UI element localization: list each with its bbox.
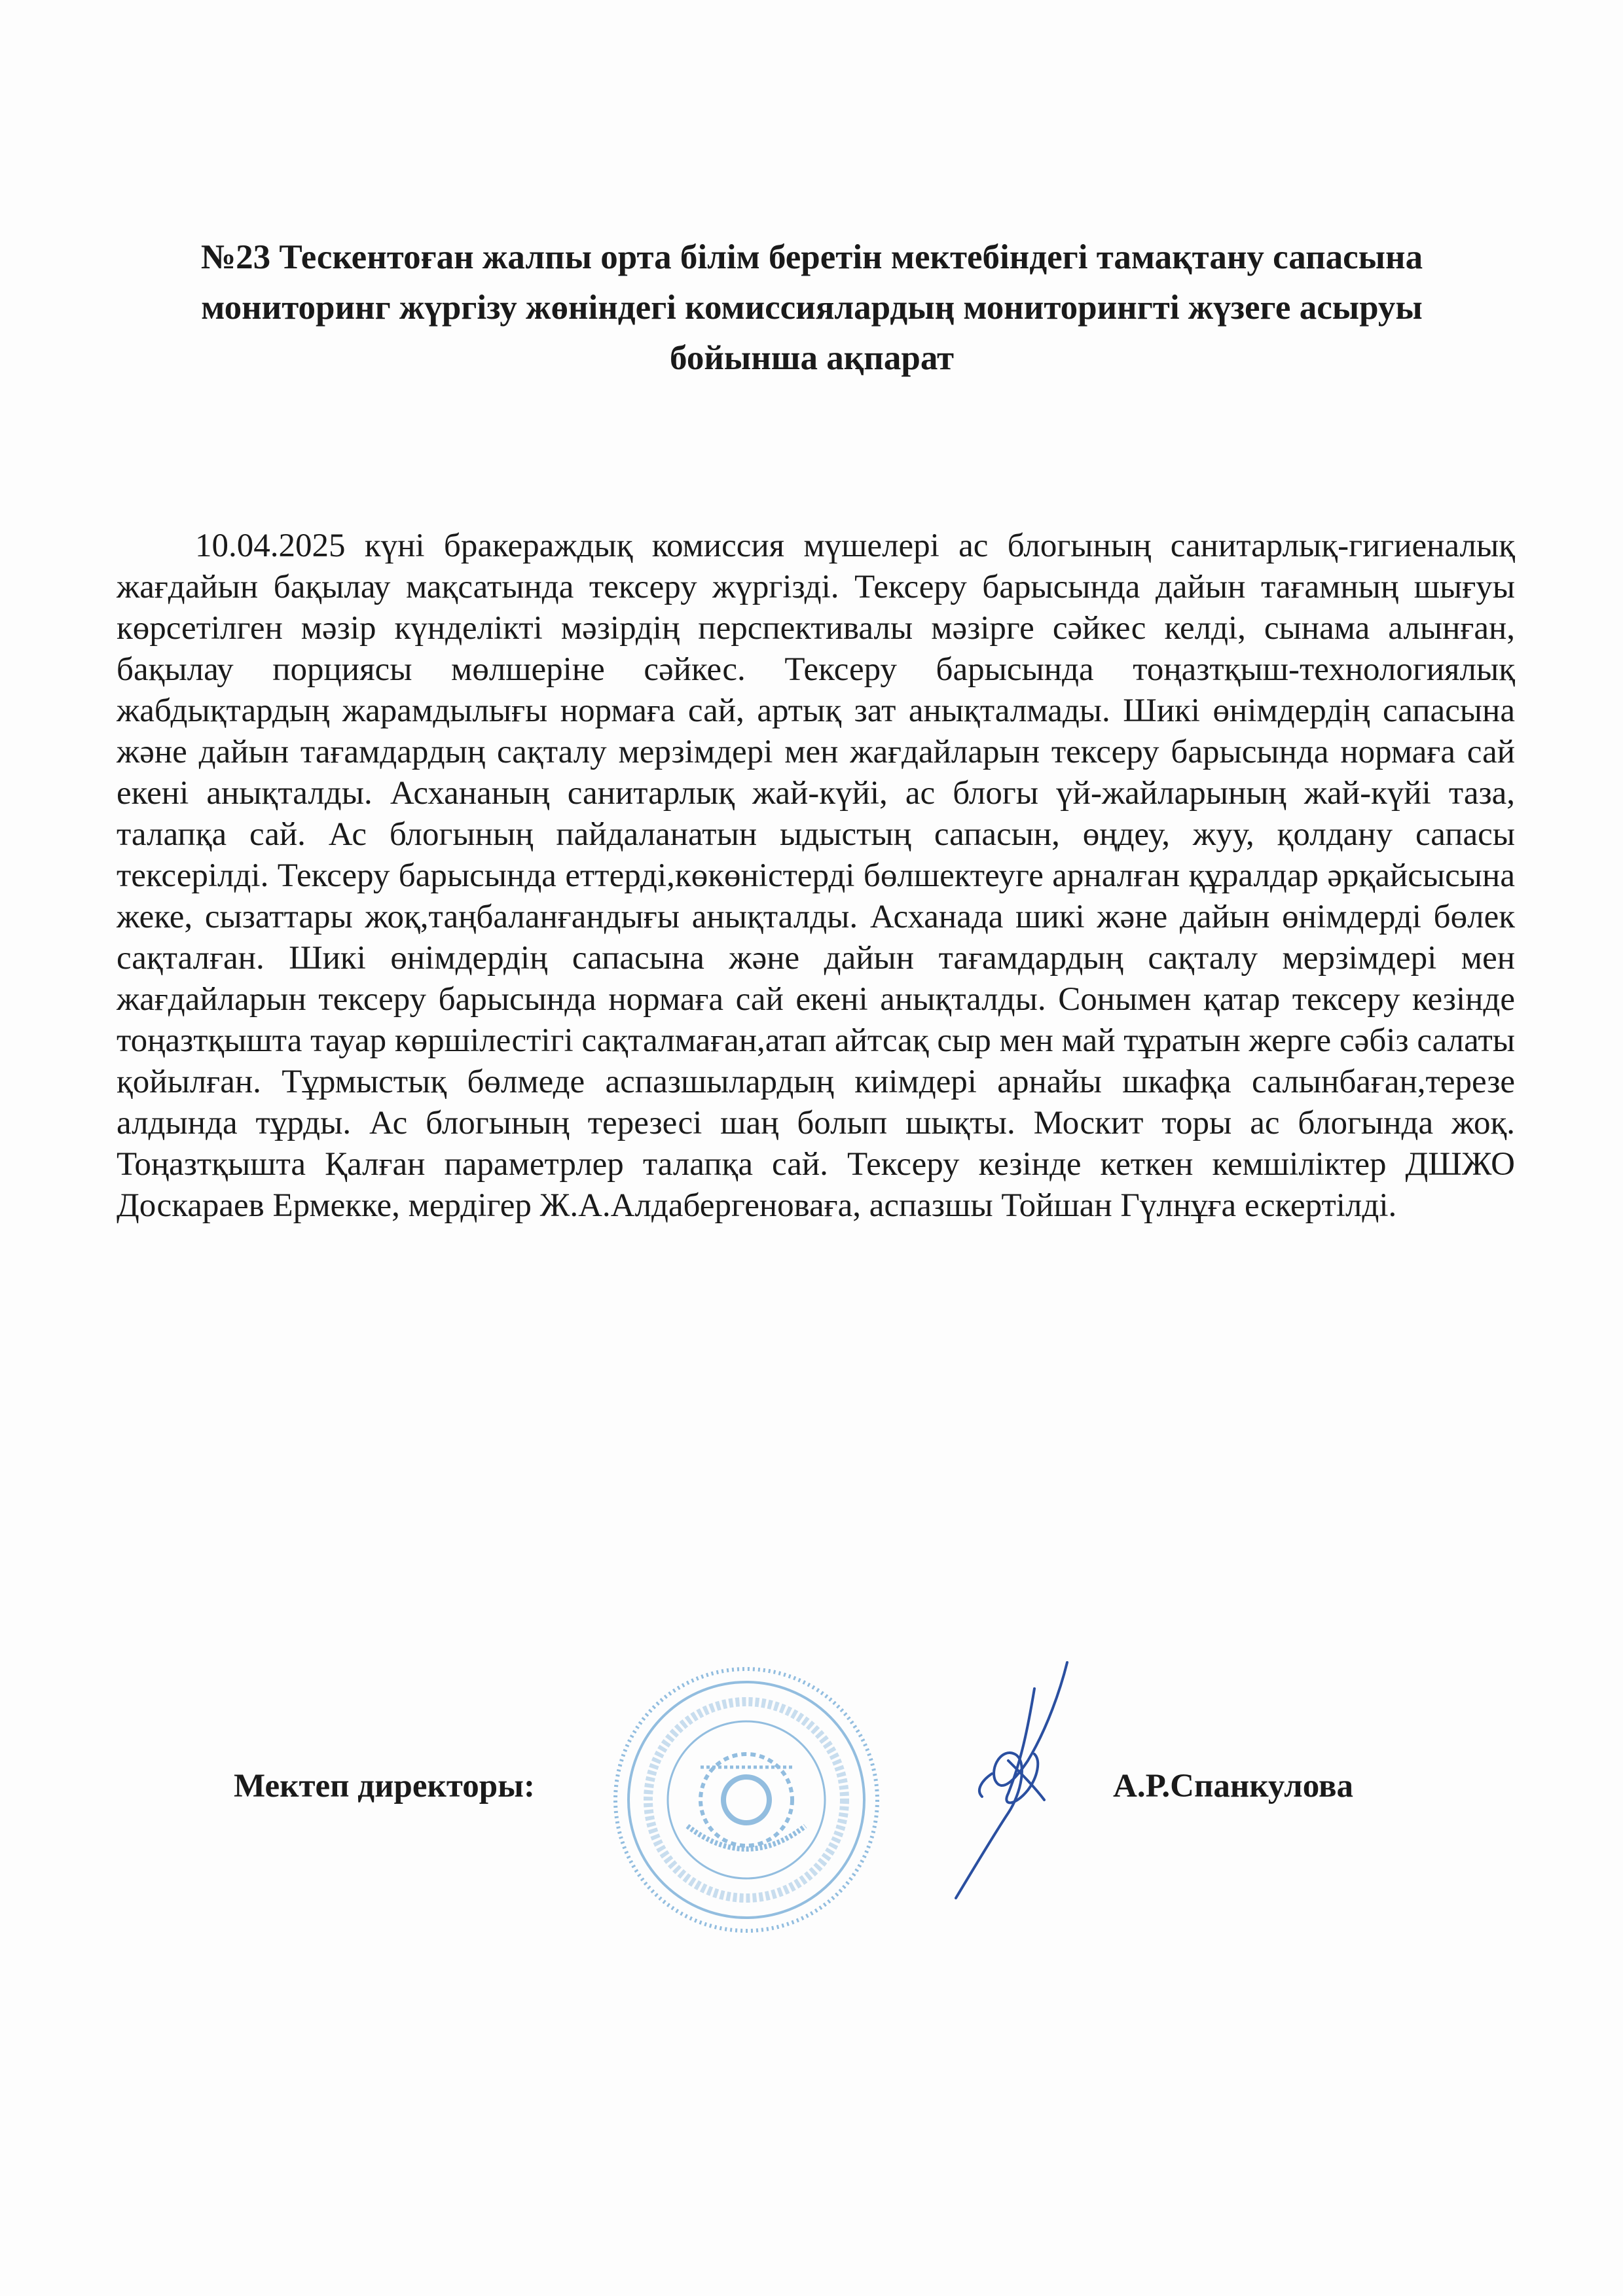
signature-label: Мектеп директоры:: [234, 1768, 535, 1804]
document-body: 10.04.2025 күні бракераждық комиссия мүшелері ас блогының санитарлық-гигиеналық жағдайын бақылау мақсатында тексеру жүргізді. Тексеру барысында дайын тағамның шығуы көрсетілген мәзір күнделікті мәзірдің перспективалы мәзірге сәйкес келді, сынама алынған, бақылау порциясы мөлшеріне сәйкес. Тексеру барысында тоңазтқыш-технологиялық жабдықтардың жарамдылығы нормаға сай, артық зат анықталмады. Шикі өнімдердің сапасына және дайын тағамдардың сақталу мерзімдері мен жағдайларын тексеру барысында нормаға сай екені анықталды. Асхананың санитарлық жай-күйі, ас блогы үй-жайларының жай-күйі таза, талапқа сай. Ас блогының пайдаланатын ыдыстың сапасын, өңдеу, жуу, қолдану сапасы тексерілді. Тексеру барысында еттерді,көкөністерді бөлшектеуге арналған құралдар әрқайсысына жеке, сызаттары жоқ,таңбаланғандығы анықталды. Асханада шикі және дайын өнімдерді бөлек сақталған. Шикі өнімдердің сапасына және дайын тағамдардың сақталу мерзімдері мен жағдайларын тексеру барысында нормаға сай екені анықталды. Сонымен қатар тексеру кезінде тоңазтқышта тауар көршілестігі сақталмаған,атап айтсақ сыр мен май тұратын жерге сәбіз салаты қойылған. Тұрмыстық бөлмеде аспазшылардың киімдері арнайы шкафқа салынбаған,терезе алдында тұрды. Ас блогының терезесі шаң болып шықты. Москит торы ас блогында жоқ. Тоңазтқышта Қалған параметрлер талапқа сай. Тексеру кезінде кеткен кемшіліктер ДШЖО Доскараев Ермекке, мердігер Ж.А.Алдабергеноваға, аспазшы Тойшан Гүлнұға ескертілді.: [117, 528, 1515, 1224]
signature-row: [0, 1761, 1623, 1826]
document-title: №23 Тескентоған жалпы орта білім беретін мектебіндегі тамақтану сапасына мониторинг жүргізу жөніндегі комиссиялардың мониторингті жүзеге асыруы бойынша ақпарат: [200, 238, 1423, 377]
signatory-name: А.Р.Спанкулова: [1113, 1768, 1353, 1804]
